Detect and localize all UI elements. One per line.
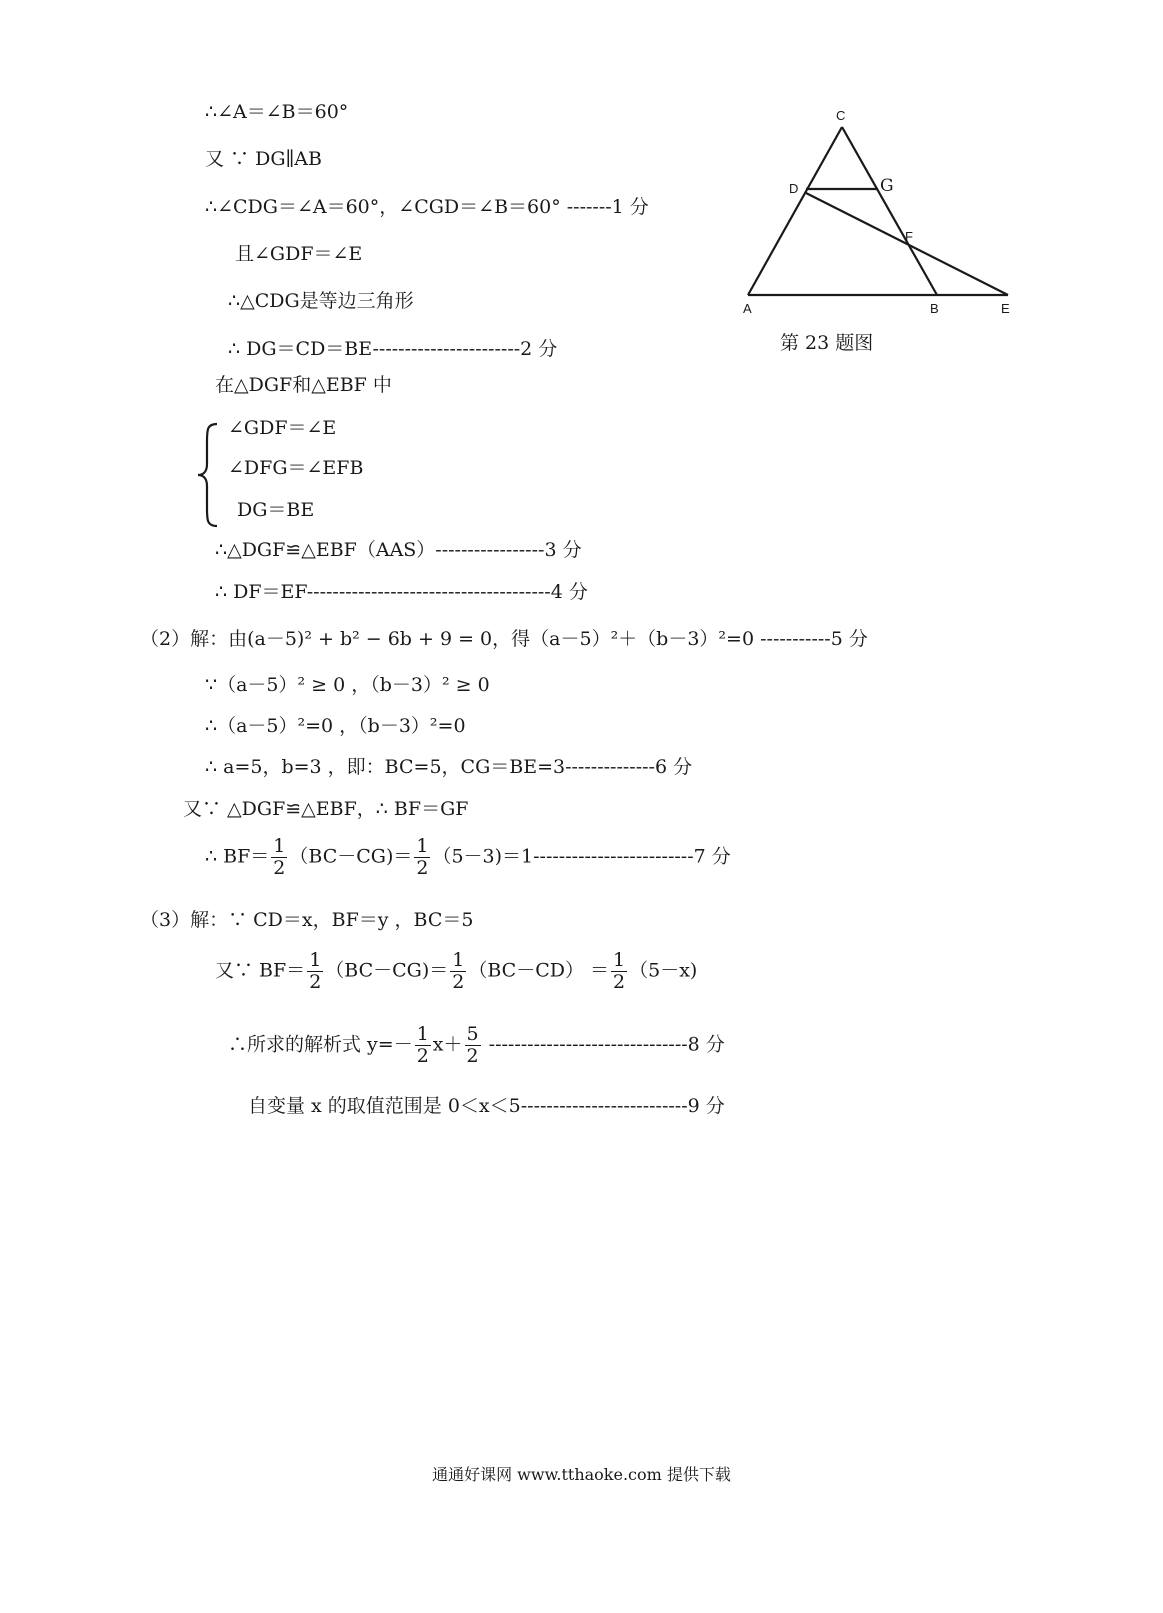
- part2-line-6: ∴ BF＝ $\frac{1}{2}$ （BC－CG)＝ $\frac{1}{2}$ （5－3)＝1-------------------------7 分: [205, 835, 731, 879]
- line-in-triangles: 在△DGF和△EBF 中: [215, 374, 392, 396]
- brace-icon: [195, 420, 225, 530]
- line-congruent: ∴△DGF≌△EBF（AAS）-----------------3 分: [215, 539, 582, 561]
- part3-line-3: ∴所求的解析式 y=－ $\frac{1}{2}$ x＋ $\frac{5}{2}$ -------------------------------8 分: [228, 1023, 725, 1067]
- label-f: F: [905, 229, 913, 244]
- part3-line-2: 又∵ BF＝ $\frac{1}{2}$ （BC－CG)＝ $\frac{1}{2}$ （BC－CD） ＝ $\frac{1}{2}$ （5－x): [215, 949, 698, 993]
- part2-line-2: ∵（a－5）² ≥ 0 ，（b－3）² ≥ 0: [205, 674, 490, 696]
- label-e: E: [1001, 301, 1010, 316]
- fraction-half: $\frac{1}{2}$: [452, 949, 465, 993]
- line-dg-cd-be: ∴ DG＝CD＝BE-----------------------2 分: [228, 338, 558, 360]
- bf-prefix: ∴ BF＝: [205, 845, 270, 868]
- part2-line-5: 又∵ △DGF≌△EBF，∴ BF＝GF: [183, 798, 469, 820]
- label-d: D: [789, 181, 799, 196]
- line-df-ef: ∴ DF＝EF--------------------------------------4 分: [215, 581, 588, 603]
- line-equilateral: ∴△CDG是等边三角形: [228, 290, 414, 312]
- label-b: B: [930, 301, 939, 316]
- part2-line-1: （2）解：由(a－5)² + b² − 6b + 9 = 0，得（a－5）²＋（b－3）²=0 -----------5 分: [140, 628, 868, 650]
- line-dg-parallel-ab: 又 ∵ DG∥AB: [205, 148, 322, 170]
- brace-line-3: DG＝BE: [237, 499, 315, 521]
- brace-line-1: ∠GDF＝∠E: [228, 417, 337, 439]
- side-ac: [748, 127, 842, 295]
- brace-line-2: ∠DFG＝∠EFB: [228, 457, 364, 479]
- side-cb: [842, 127, 937, 295]
- part3-line-1: （3）解：∵ CD＝x，BF＝y ，BC＝5: [140, 909, 474, 931]
- label-c: C: [836, 108, 846, 123]
- segment-de: [806, 193, 1008, 295]
- label-a: A: [743, 301, 752, 316]
- fraction-half: $\frac{1}{2}$: [273, 835, 286, 879]
- fraction-half: $\frac{1}{2}$: [416, 835, 429, 879]
- triangle-figure: [740, 100, 1030, 320]
- line-angle-cdg: ∴∠CDG＝∠A＝60°，∠CGD＝∠B＝60° -------1 分: [205, 196, 649, 218]
- line-angles-equal: ∴∠A＝∠B＝60°: [205, 101, 349, 123]
- fraction-half: $\frac{1}{2}$: [613, 949, 626, 993]
- figure-caption: 第 23 题图: [780, 332, 874, 354]
- fraction-half: $\frac{1}{2}$: [309, 949, 322, 993]
- line-angle-gdf: 且∠GDF＝∠E: [235, 243, 363, 265]
- part2-line-4: ∴ a=5，b=3 ，即：BC=5，CG＝BE=3--------------6 分: [205, 756, 693, 778]
- footer-credit: 通通好课网 www.tthaoke.com 提供下载: [432, 1465, 731, 1484]
- label-g: G: [880, 176, 894, 196]
- fraction-five-halves: $\frac{5}{2}$: [466, 1023, 479, 1067]
- part3-line-4: 自变量 x 的取值范围是 0＜x＜5--------------------------9 分: [248, 1095, 725, 1117]
- part2-line-3: ∴（a－5）²=0 ，（b－3）²=0: [205, 715, 466, 737]
- fraction-half: $\frac{1}{2}$: [416, 1023, 429, 1067]
